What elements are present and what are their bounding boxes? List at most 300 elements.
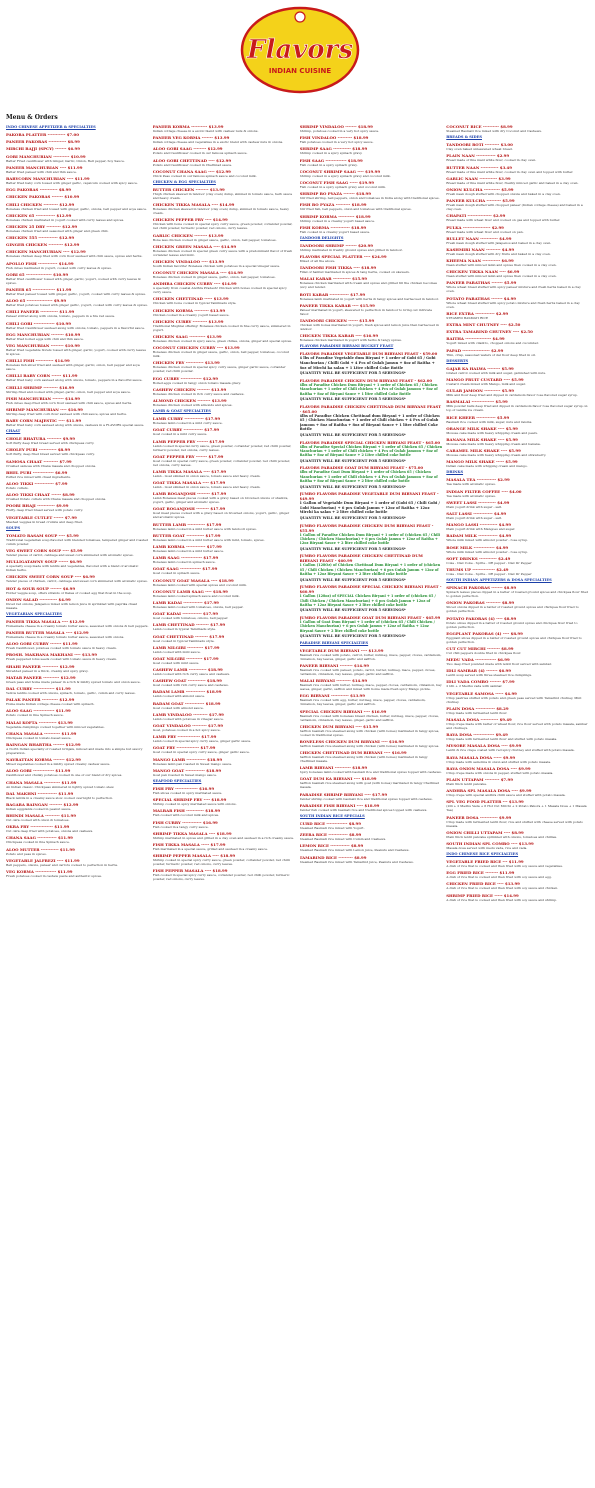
- menu-item[interactable]: [446, 567, 589, 576]
- menu-item[interactable]: [6, 686, 149, 695]
- menu-item-name: CARAMEL MILK SHAKE ---- $5.99: [446, 448, 521, 454]
- feast-details: 1 Gallon of Goat Dum Biryani + 1 order of (chicken 65 / Chili Chicken / Chicken Manchurian) + 6 pcs Gulab Jamun + 12oz of Raitha + 12oz Biryani Sauce + 2 litre chilled coke bottle: [299, 619, 435, 633]
- menu-item[interactable]: [6, 664, 149, 673]
- menu-item[interactable]: [300, 124, 443, 133]
- menu-item-description: Fish cooked in a tangy curry sauce.: [152, 824, 209, 829]
- menu-item[interactable]: [153, 820, 296, 829]
- menu-item[interactable]: [446, 881, 589, 890]
- menu-item[interactable]: [446, 788, 589, 797]
- menu-item-description: Boneless chicken fried and tossed with ginger, garlic, onions, bell pepper and soya sauce.: [6, 206, 147, 211]
- menu-item[interactable]: [6, 813, 149, 822]
- menu-item[interactable]: [446, 348, 589, 357]
- menu-item[interactable]: [446, 511, 589, 520]
- menu-item[interactable]: [446, 815, 589, 828]
- menu-item[interactable]: [153, 308, 296, 317]
- feast-title[interactable]: JUMBO FLAVORS PARADISE CHICKEN DUM BIRYANI FEAST - $55.99: [299, 522, 434, 533]
- menu-item-description: Fish potatoes cooked in a very hot spicy sauce.: [299, 140, 374, 145]
- menu-item[interactable]: [153, 600, 296, 609]
- menu-item[interactable]: [6, 321, 149, 330]
- menu-item[interactable]: [446, 893, 589, 902]
- menu-item[interactable]: [6, 742, 149, 755]
- menu-item[interactable]: [446, 153, 589, 162]
- menu-item[interactable]: [6, 492, 149, 501]
- menu-item[interactable]: [6, 619, 149, 628]
- menu-item-description: Shrimp marinated in spices and grilled in a clay oven and sauteed in a rich creamy sauce.: [152, 835, 295, 840]
- menu-item[interactable]: [446, 269, 589, 278]
- menu-item-description: Goat cooked with rich curry sauce and cashews.: [152, 683, 229, 688]
- menu-item-name: BAINGAN BHARTHA ------- $12.99: [6, 741, 81, 747]
- menu-item[interactable]: [446, 522, 589, 531]
- menu-item[interactable]: [153, 345, 296, 358]
- menu-item-name: LAMB CURRY ------------ $17.99: [152, 416, 221, 422]
- menu-item-description: Boneless chicken deep fried with corn flour sauteed with chili sauce, spices and herbs.: [6, 254, 143, 259]
- menu-item[interactable]: [6, 630, 149, 639]
- section-title: FLAVORS PARADISE BIRYANI BUCKET FEAST: [299, 344, 394, 349]
- menu-item[interactable]: [6, 194, 149, 199]
- menu-item-name: PANEER PAKORAS ----------- $8.99: [6, 139, 80, 145]
- menu-item[interactable]: [446, 717, 589, 730]
- menu-item[interactable]: [153, 533, 296, 542]
- menu-item-description: Yogurt mixed with cilantro, chopped onions and cucumber.: [446, 341, 539, 346]
- menu-item[interactable]: [446, 500, 589, 509]
- menu-item[interactable]: [446, 388, 589, 397]
- menu-item[interactable]: [153, 427, 296, 436]
- menu-item[interactable]: [446, 706, 589, 715]
- menu-item[interactable]: [446, 679, 589, 688]
- menu-item-description: Soft fluffy, deep fried bread served with chickpeas curry.: [6, 452, 95, 457]
- menu-item[interactable]: [153, 233, 296, 242]
- menu-item[interactable]: [153, 398, 296, 407]
- menu-item[interactable]: [300, 792, 443, 801]
- menu-item[interactable]: [6, 298, 149, 307]
- menu-item[interactable]: [300, 276, 443, 289]
- menu-item[interactable]: [446, 657, 589, 666]
- menu-item[interactable]: [6, 418, 149, 427]
- menu-item-name: COCONUT SHRIMP SAAG ---- $19.99: [299, 168, 381, 174]
- menu-item-name: PANEER TIKKA MASALA ---- $12.99: [6, 618, 85, 624]
- menu-item[interactable]: [153, 376, 296, 385]
- menu-item[interactable]: [6, 385, 149, 394]
- menu-item[interactable]: [6, 235, 149, 240]
- menu-item[interactable]: [153, 334, 296, 343]
- menu-item[interactable]: [6, 272, 149, 285]
- menu-item[interactable]: [153, 522, 296, 531]
- menu-item[interactable]: [6, 574, 149, 583]
- menu-item[interactable]: [6, 396, 149, 405]
- menu-item[interactable]: [446, 766, 589, 775]
- menu-item[interactable]: [6, 824, 149, 833]
- menu-item[interactable]: [153, 842, 296, 851]
- menu-item[interactable]: [446, 668, 589, 677]
- menu-item-description: Indian cottage cheese in a exotic blend with cashew nuts & onions.: [152, 129, 259, 133]
- menu-item[interactable]: [446, 631, 589, 644]
- menu-item[interactable]: [6, 309, 149, 318]
- menu-item-name: PANEER KULCHA --------- $5.99: [446, 198, 515, 204]
- menu-item-name: BUTTER CHICKEN -------- $13.99: [152, 186, 225, 192]
- menu-item[interactable]: [6, 731, 149, 740]
- menu-item[interactable]: [153, 296, 296, 305]
- menu-item[interactable]: [6, 447, 149, 456]
- menu-item[interactable]: [6, 757, 149, 766]
- menu-item[interactable]: [6, 481, 149, 490]
- menu-item-description: Coke - Diet Coke - Sprite - DR pepper - Diet Dr Pepper: [446, 560, 532, 565]
- menu-item[interactable]: [153, 439, 296, 452]
- menu-item[interactable]: [6, 802, 149, 811]
- menu-item-name: CHICKEN VINDALOO ---- $13.99: [152, 258, 225, 264]
- menu-item[interactable]: [153, 757, 296, 766]
- page-label: Menu & Orders: [6, 114, 58, 121]
- menu-item[interactable]: [300, 333, 443, 342]
- menu-item[interactable]: [153, 831, 296, 840]
- menu-item[interactable]: [300, 303, 443, 316]
- menu-item[interactable]: [153, 667, 296, 676]
- menu-item-description: Fish cooked in special spicy curry sauce, coriander powder, red chilli powder, turmeric powder, red onions, curry leaves.: [152, 873, 290, 882]
- menu-item[interactable]: [446, 545, 589, 554]
- menu-item[interactable]: [300, 135, 443, 144]
- menu-item[interactable]: [153, 270, 296, 279]
- feast-title[interactable]: FLAVORS PARADISE CHICKEN DUM BIRYANI FEAST - $62.00: [299, 377, 432, 383]
- menu-item[interactable]: [153, 808, 296, 817]
- menu-item[interactable]: [153, 281, 296, 294]
- menu-item[interactable]: [300, 821, 443, 830]
- menu-item[interactable]: [153, 734, 296, 743]
- menu-item[interactable]: [6, 176, 149, 185]
- menu-item-description: Lentil soup served with three steamed rice dumplings.: [446, 673, 533, 678]
- menu-item[interactable]: [300, 843, 443, 852]
- menu-item-name: MANGO GOAT ------------ $18.99: [152, 767, 222, 773]
- menu-item[interactable]: [6, 780, 149, 789]
- menu-item[interactable]: [446, 477, 589, 486]
- menu-item[interactable]: [153, 853, 296, 866]
- menu-item[interactable]: [446, 377, 589, 386]
- menu-item[interactable]: [6, 768, 149, 777]
- menu-item[interactable]: [153, 217, 296, 230]
- menu-item[interactable]: [153, 868, 296, 881]
- menu-item[interactable]: [446, 247, 589, 256]
- menu-item[interactable]: [300, 724, 443, 737]
- menu-item[interactable]: [153, 745, 296, 754]
- menu-item[interactable]: [153, 645, 296, 654]
- menu-item[interactable]: [300, 254, 443, 263]
- menu-item[interactable]: [300, 265, 443, 274]
- menu-item[interactable]: [153, 135, 296, 144]
- menu-item-name: SALT LASSI ------------ $4.99: [446, 511, 507, 516]
- feast-title[interactable]: JUMBO FLAVORS PARADISE GOAT DUM BIRYANI FEAST - $65.99: [299, 614, 441, 620]
- menu-item-description: Steamed Basmati rice mixed with Yogurt.: [299, 826, 365, 831]
- menu-item[interactable]: [6, 697, 149, 706]
- menu-item-description: Indian eggplants cooked in peanut sauce.: [6, 806, 72, 811]
- menu-item[interactable]: [153, 555, 296, 564]
- menu-item-name: CHOLEY PURI ----------- $8.99: [6, 447, 71, 453]
- menu-item[interactable]: [446, 142, 589, 151]
- menu-item[interactable]: [153, 678, 296, 687]
- menu-item-name: CHICKEN TIKKA KABAB ---- $16.99: [299, 333, 379, 339]
- menu-item[interactable]: [153, 611, 296, 620]
- menu-item[interactable]: [6, 132, 149, 137]
- menu-item[interactable]: [153, 656, 296, 665]
- menu-item[interactable]: [300, 663, 443, 676]
- menu-item[interactable]: [300, 776, 443, 789]
- feast-title[interactable]: JUMBO FLAVORS PARADISE CHICKEN CHETTINAD DUM BIRYANI FEAST - $60.99: [299, 553, 423, 564]
- menu-item[interactable]: [6, 154, 149, 163]
- menu-item-name: MANGO LAMB ------------ $18.99: [152, 756, 223, 762]
- menu-item[interactable]: [153, 689, 296, 698]
- menu-item[interactable]: [6, 202, 149, 211]
- menu-item[interactable]: [6, 586, 149, 595]
- menu-item[interactable]: [446, 777, 589, 786]
- menu-item-name: RAVA ONION MASALA DOSA ---- $9.99: [446, 765, 531, 771]
- menu-item[interactable]: [446, 616, 589, 629]
- menu-item[interactable]: [6, 213, 149, 222]
- menu-item[interactable]: [6, 459, 149, 468]
- menu-item[interactable]: [300, 855, 443, 864]
- menu-item[interactable]: [446, 841, 589, 850]
- menu-item[interactable]: [446, 691, 589, 704]
- menu-item-name: MIRCHI BAJJI (SPCY) ------- $6.99: [6, 146, 80, 152]
- feast-details: 1 Gallon of Vegetable Dum Biryani + 1 order of (Gobi 65 / Chili Gobi / Gobi Manchurian) + 6 pcs Gulab Jamun + 12oz of Raitha + 12oz Mirchi ka salan + 2 litre chilled coke bottle: [299, 501, 440, 515]
- menu-item[interactable]: [153, 146, 296, 155]
- menu-item[interactable]: [6, 597, 149, 610]
- feast-title[interactable]: JUMBO FLAVORS PARADISE VEGETABLE DUM BIRYANI FEAST - $49.99: [299, 491, 439, 502]
- menu-item[interactable]: [6, 847, 149, 856]
- menu-item[interactable]: [446, 198, 589, 211]
- menu-item[interactable]: [446, 732, 589, 741]
- menu-item-name: TANDOORI FISH TIKKA ---- $18.99: [299, 265, 377, 271]
- menu-item[interactable]: [6, 343, 149, 356]
- menu-item[interactable]: [446, 258, 589, 267]
- menu-item[interactable]: [446, 296, 589, 309]
- menu-item-description: Tender pieces of carrot, cabbage and sweet corn simmered with aromatic spices.: [6, 552, 134, 557]
- menu-item-name: GOAT PEPPER FRY ------- $17.99: [152, 453, 224, 459]
- menu-item[interactable]: [6, 869, 149, 878]
- menu-item[interactable]: [300, 191, 443, 200]
- menu-item[interactable]: [446, 124, 589, 133]
- menu-item[interactable]: [446, 336, 589, 345]
- menu-item[interactable]: [6, 261, 149, 270]
- menu-item[interactable]: [153, 124, 296, 133]
- menu-item[interactable]: [153, 506, 296, 519]
- menu-item[interactable]: [446, 489, 589, 498]
- menu-item[interactable]: [300, 146, 443, 155]
- menu-item[interactable]: [300, 750, 443, 763]
- menu-item[interactable]: [6, 436, 149, 445]
- menu-item[interactable]: [153, 187, 296, 200]
- menu-item[interactable]: [6, 470, 149, 479]
- menu-item[interactable]: [153, 622, 296, 631]
- menu-item[interactable]: [6, 652, 149, 661]
- menu-item[interactable]: [153, 319, 296, 332]
- feast-title[interactable]: JUMBO FLAVORS PARADISE SPECIAL CHICKEN BIRYANI FEAST - $60.99: [299, 584, 442, 595]
- menu-item[interactable]: [6, 559, 149, 572]
- menu-item-name: ROSE MILK ------------- $4.99: [446, 544, 509, 550]
- menu-item-description: Stir fried fish, bell peppers, onion and tomatoes with traditional spices.: [299, 207, 412, 212]
- menu-item[interactable]: [6, 533, 149, 546]
- menu-item-name: BABYCORN MANCHURIAN ---- $11.99: [6, 175, 90, 181]
- menu-item[interactable]: [446, 859, 589, 868]
- menu-item[interactable]: [6, 332, 149, 341]
- menu-item[interactable]: [446, 213, 589, 222]
- menu-item-name: ANDHRA SPL MASALA DOSA ---- $9.99: [446, 788, 532, 794]
- menu-item[interactable]: [6, 139, 149, 144]
- menu-item[interactable]: [6, 835, 149, 844]
- menu-item-name: EGG FRIED RICE -------- $11.99: [446, 870, 515, 876]
- menu-item[interactable]: [153, 701, 296, 710]
- menu-item[interactable]: [300, 739, 443, 748]
- feast-title[interactable]: FLAVORS PARADISE CHICKEN CHETTINAD DUM BIRYANI FEAST - $65.00: [299, 403, 442, 414]
- menu-item[interactable]: [153, 723, 296, 732]
- menu-item-name: PANEER PARATHAS ------- $5.99: [446, 280, 517, 286]
- menu-item[interactable]: [446, 437, 589, 446]
- menu-item-name: VEGETABLE JALFREZI ---- $11.99: [6, 857, 80, 863]
- menu-item[interactable]: [300, 318, 443, 331]
- menu-item-description: Whole wheat bread stuffed with spicy potato mixture and fresh herbs baked in a clay oven.: [446, 300, 580, 309]
- menu-item[interactable]: [153, 416, 296, 425]
- menu-item[interactable]: [6, 675, 149, 684]
- menu-item[interactable]: [300, 169, 443, 178]
- menu-item[interactable]: [153, 169, 296, 178]
- menu-item[interactable]: [6, 249, 149, 258]
- menu-item[interactable]: [6, 503, 149, 512]
- menu-item[interactable]: [300, 292, 443, 301]
- menu-item[interactable]: [6, 548, 149, 557]
- menu-item[interactable]: [6, 515, 149, 524]
- menu-item[interactable]: [300, 202, 443, 211]
- menu-item[interactable]: [446, 533, 589, 542]
- menu-item[interactable]: [300, 225, 443, 234]
- menu-item[interactable]: [6, 242, 149, 247]
- menu-item[interactable]: [6, 858, 149, 867]
- menu-item[interactable]: [6, 373, 149, 382]
- menu-item[interactable]: [6, 791, 149, 800]
- feast-title[interactable]: FLAVORS PARADISE GOAT DUM BIRYANI FEAST - $75.00: [299, 465, 424, 471]
- menu-item-description: Batter fried vegetable florets tossed with ginger, garlic, yogurt, cooked with curry leaves & spices.: [6, 347, 146, 356]
- menu-item[interactable]: [300, 678, 443, 691]
- menu-item[interactable]: [300, 243, 443, 252]
- menu-item-name: CHICKEN SWEET CORN SOUP ---- $6.99: [6, 574, 95, 580]
- menu-item[interactable]: [6, 187, 149, 192]
- menu-item[interactable]: [153, 786, 296, 795]
- menu-item[interactable]: [153, 566, 296, 575]
- menu-item[interactable]: [300, 709, 443, 722]
- menu-item[interactable]: [300, 158, 443, 167]
- menu-item-description: Steamed Basmati rice mixed with Tamarind juice, Peanuts and Cashews.: [299, 859, 414, 864]
- menu-item[interactable]: [153, 469, 296, 478]
- menu-item[interactable]: [446, 322, 589, 327]
- menu-item-description: Chick Peas cooked in our famous spinach sauce and coconut milk.: [152, 173, 257, 178]
- flavors-logo: [240, 6, 360, 94]
- menu-item[interactable]: [446, 366, 589, 375]
- menu-item[interactable]: [300, 693, 443, 706]
- menu-item[interactable]: [153, 634, 296, 643]
- menu-item-description: Batter fried baby corn tossed with ginger garlic, capsicum cooked with spicy sauce.: [6, 180, 138, 185]
- menu-item[interactable]: [300, 832, 443, 841]
- menu-item[interactable]: [153, 360, 296, 373]
- menu-item[interactable]: [6, 358, 149, 371]
- menu-item-description: Bread made of fine maid white flour, freshly minced garlic and baked in a clay oven.: [446, 180, 579, 185]
- menu-item[interactable]: [446, 176, 589, 185]
- menu-item[interactable]: [446, 225, 589, 234]
- menu-item[interactable]: [153, 712, 296, 721]
- menu-item[interactable]: [446, 755, 589, 764]
- menu-item[interactable]: [446, 187, 589, 196]
- menu-item-name: PANEER BIRYANI -------- $14.99: [299, 662, 369, 668]
- menu-item[interactable]: [446, 600, 589, 613]
- menu-item[interactable]: [446, 830, 589, 839]
- menu-item[interactable]: [6, 165, 149, 174]
- menu-item-name: EGG BIRYANI ----------- $13.99: [299, 693, 365, 699]
- menu-item[interactable]: [446, 448, 589, 457]
- menu-item[interactable]: [446, 311, 589, 320]
- menu-item[interactable]: [446, 556, 589, 565]
- menu-item[interactable]: [153, 480, 296, 489]
- menu-item[interactable]: [446, 236, 589, 245]
- menu-item-description: Batter fried paneer tossed with ginger, garlic, yogurt, cooked with curry leaves & spices.: [6, 292, 146, 296]
- menu-item[interactable]: [6, 146, 149, 151]
- menu-item[interactable]: [446, 585, 589, 598]
- feast-title[interactable]: FLAVORS PARADISE SPECIAL CHICKEN BIRYANI FEAST - $65.00: [299, 439, 441, 445]
- menu-item[interactable]: [6, 224, 149, 233]
- menu-item[interactable]: [6, 407, 149, 416]
- menu-item[interactable]: [153, 544, 296, 553]
- menu-item[interactable]: [153, 578, 296, 587]
- menu-item-name: IDLI VADA COMBO ------- $7.99: [446, 679, 515, 685]
- menu-item-name: TANDOORI ROTI --------- $3.00: [446, 142, 513, 148]
- menu-item-description: Tender shrimp cooked with basmati rice and traditional spices topped with cashews.: [299, 796, 433, 801]
- menu-item[interactable]: [446, 329, 589, 334]
- menu-item[interactable]: [446, 426, 589, 435]
- menu-item[interactable]: [153, 202, 296, 215]
- menu-item[interactable]: [300, 180, 443, 189]
- menu-item[interactable]: [300, 214, 443, 223]
- menu-item[interactable]: [446, 870, 589, 879]
- menu-item[interactable]: [446, 743, 589, 752]
- menu-item-name: EGG CURRY ------------- $12.99: [152, 375, 218, 381]
- menu-item-name: FLAVORS SPECIAL PLATTER ---- $24.99: [299, 254, 387, 260]
- menu-item[interactable]: [153, 259, 296, 268]
- menu-item-name: SHRIMP PEPPER MASALA ---- $18.99: [152, 853, 236, 859]
- menu-item[interactable]: [446, 415, 589, 424]
- menu-item[interactable]: [153, 589, 296, 598]
- menu-item[interactable]: [153, 244, 296, 257]
- menu-item-description: Batter fried baby corn sauteed along with onions, tomato, peppers in a flavorful sauce.: [6, 378, 143, 383]
- menu-item[interactable]: [446, 165, 589, 174]
- menu-item[interactable]: [300, 648, 443, 661]
- section-title: PARADISE BIRYANI SPECIALTIES: [299, 640, 369, 645]
- feast-title[interactable]: FLAVORS PARADISE VEGETABLE DUM BIRYANI FEAST - $59.00: [299, 351, 438, 357]
- menu-item[interactable]: [6, 720, 149, 729]
- menu-item[interactable]: [6, 641, 149, 650]
- menu-item-description: Saffron basmati rice steamed along with chicken (with bones) marinated in tangy spices.: [299, 743, 440, 748]
- menu-item[interactable]: [6, 708, 149, 717]
- menu-item-name: SHRIMP KORMA ---------- $18.99: [299, 213, 371, 219]
- menu-item[interactable]: [153, 491, 296, 504]
- menu-item[interactable]: [446, 646, 589, 655]
- menu-item[interactable]: [446, 399, 589, 412]
- menu-item[interactable]: [446, 280, 589, 293]
- menu-item[interactable]: [446, 459, 589, 468]
- menu-item[interactable]: [153, 454, 296, 467]
- menu-item[interactable]: [153, 768, 296, 777]
- menu-item-description: Spinach leaves pieces dipped in a batter of roasted ground spices and chickpea flour fried to golden perfection.: [446, 590, 589, 599]
- menu-item[interactable]: [6, 287, 149, 296]
- menu-item[interactable]: [153, 158, 296, 167]
- menu-item[interactable]: [153, 797, 296, 806]
- menu-item[interactable]: [300, 765, 443, 774]
- menu-item[interactable]: [446, 799, 589, 812]
- menu-item-description: Spicy boneless lamb cooked with basmati rice and traditional spices topped with cashews.: [299, 770, 442, 775]
- menu-item[interactable]: [153, 387, 296, 396]
- menu-item[interactable]: [300, 803, 443, 812]
